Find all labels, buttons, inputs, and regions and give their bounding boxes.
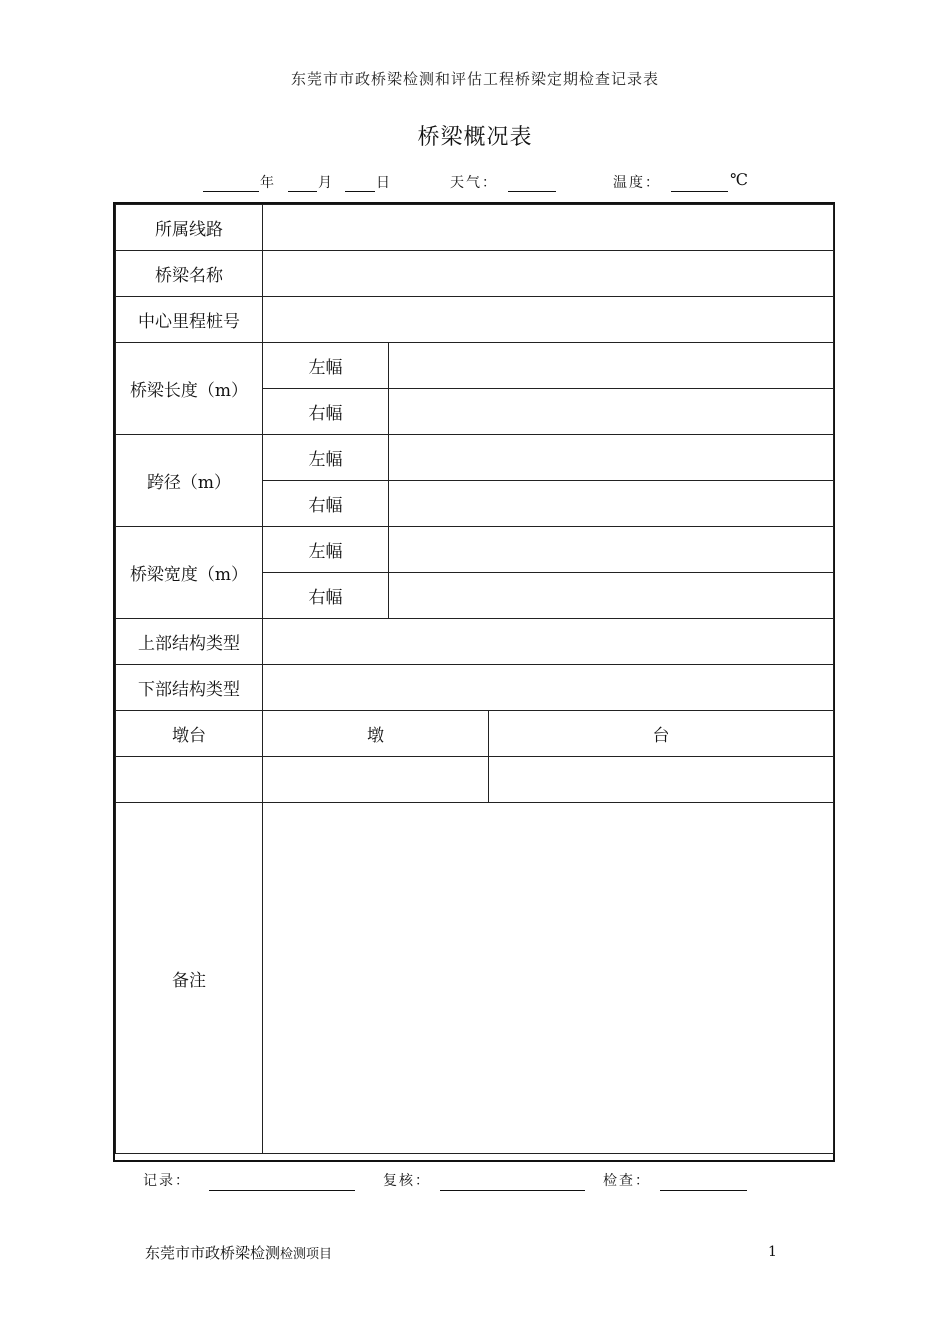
span-right-label: 右幅 xyxy=(263,481,389,527)
span-left-field[interactable] xyxy=(389,435,834,481)
table-row xyxy=(116,711,834,757)
route-field[interactable] xyxy=(263,205,834,251)
month-field[interactable] xyxy=(288,191,317,192)
header-title: 东莞市市政桥梁检测和评估工程桥梁定期检查记录表 xyxy=(290,70,659,88)
temperature-label: 温度： xyxy=(613,175,661,191)
span-right-field[interactable] xyxy=(389,481,834,527)
document-title: 桥梁概况表 xyxy=(417,125,533,150)
month-label: 月 xyxy=(318,175,334,191)
table-row xyxy=(116,435,834,481)
temperature-field[interactable] xyxy=(671,191,728,192)
bridge-overview-table xyxy=(115,204,834,1154)
footer-text xyxy=(145,1242,332,1263)
abutment-header: 台 xyxy=(489,711,834,757)
table-row xyxy=(116,343,834,389)
length-right-label: 右幅 xyxy=(263,389,389,435)
reviewer-field[interactable] xyxy=(440,1190,585,1191)
length-left-field[interactable] xyxy=(389,343,834,389)
length-left-label: 左幅 xyxy=(263,343,389,389)
day-field[interactable] xyxy=(345,191,375,192)
abutment-field[interactable] xyxy=(489,757,834,803)
table-row xyxy=(116,619,834,665)
year-label: 年 xyxy=(260,175,276,191)
table-row xyxy=(116,665,834,711)
span-left-label: 左幅 xyxy=(263,435,389,481)
recorder-label: 记录： xyxy=(143,1173,191,1189)
length-right-field[interactable] xyxy=(389,389,834,435)
recorder-field[interactable] xyxy=(209,1190,355,1191)
year-field[interactable] xyxy=(203,191,259,192)
weather-label: 天气： xyxy=(450,175,498,191)
remarks-label: 备注 xyxy=(116,803,263,1154)
bridge-name-field[interactable] xyxy=(263,251,834,297)
temperature-unit: ℃ xyxy=(730,170,748,189)
inspector-label: 检查： xyxy=(603,1173,651,1189)
pier-abutment-label: 墩台 xyxy=(116,711,263,757)
substructure-label: 下部结构类型 xyxy=(116,665,263,711)
width-right-field[interactable] xyxy=(389,573,834,619)
table-row xyxy=(116,803,834,1154)
span-label: 跨径（m） xyxy=(116,435,263,527)
pier-header: 墩 xyxy=(263,711,489,757)
footer-project: 检测项目 xyxy=(280,1247,333,1262)
inspector-field[interactable] xyxy=(660,1190,747,1191)
bridge-width-label: 桥梁宽度（m） xyxy=(116,527,263,619)
width-right-label: 右幅 xyxy=(263,573,389,619)
superstructure-label: 上部结构类型 xyxy=(116,619,263,665)
superstructure-field[interactable] xyxy=(263,619,834,665)
table-row xyxy=(116,757,834,803)
meta-row xyxy=(0,172,950,194)
footer-org: 东莞市市政桥梁检测 xyxy=(145,1244,281,1262)
signature-row xyxy=(0,1170,950,1194)
center-station-label: 中心里程桩号 xyxy=(116,297,263,343)
pier-field[interactable] xyxy=(263,757,489,803)
bridge-name-label: 桥梁名称 xyxy=(116,251,263,297)
table-row xyxy=(116,297,834,343)
table-row xyxy=(116,527,834,573)
pier-abutment-field[interactable] xyxy=(116,757,263,803)
bridge-length-label: 桥梁长度（m） xyxy=(116,343,263,435)
route-label: 所属线路 xyxy=(116,205,263,251)
width-left-label: 左幅 xyxy=(263,527,389,573)
remarks-field[interactable] xyxy=(263,803,834,1154)
center-station-field[interactable] xyxy=(263,297,834,343)
weather-field[interactable] xyxy=(508,191,556,192)
page-number: 1 xyxy=(768,1244,777,1260)
table-row xyxy=(116,251,834,297)
reviewer-label: 复核： xyxy=(383,1173,431,1189)
table-row xyxy=(116,205,834,251)
width-left-field[interactable] xyxy=(389,527,834,573)
substructure-field[interactable] xyxy=(263,665,834,711)
day-label: 日 xyxy=(376,175,392,191)
